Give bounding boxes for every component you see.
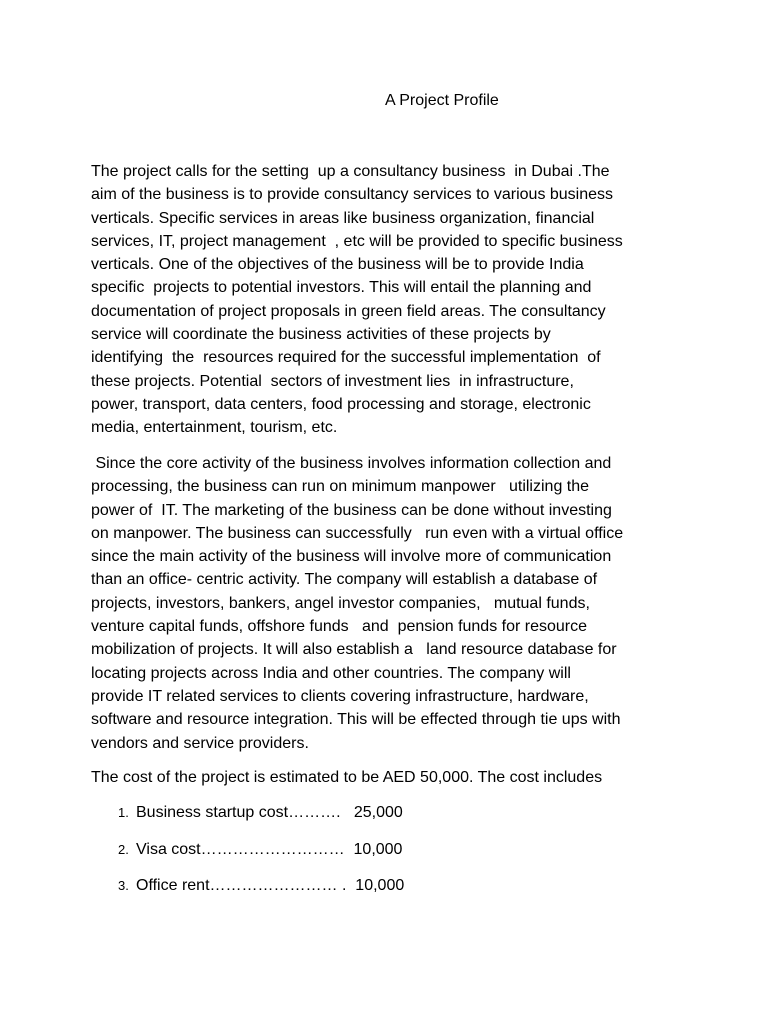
paragraph-line: documentation of project proposals in green field areas. The consultancy bbox=[91, 302, 606, 320]
paragraph-line: media, entertainment, tourism, etc. bbox=[91, 419, 338, 437]
paragraph-line: power of IT. The marketing of the business can be done without investing bbox=[91, 501, 612, 519]
cost-item bbox=[118, 802, 404, 839]
paragraph-line: since the main activity of the business will involve more of communication bbox=[91, 548, 612, 566]
cost-item-text: Office rent…………………… . 10,000 bbox=[136, 877, 405, 894]
list-number: 3. bbox=[118, 878, 129, 893]
document-title: A Project Profile bbox=[385, 92, 499, 109]
cost-item-text: Business startup cost………. 25,000 bbox=[136, 804, 403, 821]
cost-item bbox=[118, 875, 404, 912]
paragraph-line: provide IT related services to clients covering infrastructure, hardware, bbox=[91, 687, 589, 705]
cost-item bbox=[118, 839, 404, 876]
paragraph-line: identifying the resources required for the successful implementation of bbox=[91, 349, 601, 367]
paragraph-line: software and resource integration. This will be effected through tie ups with bbox=[91, 711, 621, 729]
paragraph-line: specific projects to potential investors. This will entail the planning and bbox=[91, 279, 592, 297]
paragraph-line: processing, the business can run on minimum manpower utilizing the bbox=[91, 478, 590, 496]
paragraph-line: verticals. Specific services in areas like business organization, financial bbox=[91, 209, 595, 227]
paragraph-line: vendors and service providers. bbox=[91, 734, 309, 752]
paragraph-line: locating projects across India and other countries. The company will bbox=[91, 664, 571, 682]
cost-item-text: Visa cost……………………… 10,000 bbox=[136, 840, 403, 858]
paragraph-line: projects, investors, bankers, angel investor companies, mutual funds, bbox=[91, 594, 590, 612]
paragraph-line: than an office- centric activity. The company will establish a database of bbox=[91, 571, 598, 589]
paragraph-line: The cost of the project is estimated to be AED 50,000. The cost includes bbox=[91, 769, 603, 786]
paragraph-line: verticals. One of the objectives of the business will be to provide India bbox=[91, 256, 584, 274]
paragraph-line: The project calls for the setting up a consultancy business in Dubai .The bbox=[91, 163, 610, 180]
cost-list bbox=[118, 802, 404, 912]
paragraph-cost-summary bbox=[91, 766, 691, 789]
paragraph-line: mobilization of projects. It will also establish a land resource database for bbox=[91, 641, 617, 659]
list-number: 1. bbox=[118, 805, 129, 820]
paragraph-intro bbox=[91, 160, 691, 440]
paragraph-line: on manpower. The business can successfully run even with a virtual office bbox=[91, 524, 624, 542]
paragraph-line: Since the core activity of the business involves information collection and bbox=[91, 455, 612, 472]
paragraph-line: service will coordinate the business activities of these projects by bbox=[91, 326, 551, 344]
list-number: 2. bbox=[118, 841, 129, 857]
paragraph-line: services, IT, project management , etc will be provided to specific business bbox=[91, 232, 623, 250]
paragraph-line: these projects. Potential sectors of investment lies in infrastructure, bbox=[91, 372, 574, 390]
paragraph-line: aim of the business is to provide consultancy services to various business bbox=[91, 186, 614, 204]
paragraph-line: venture capital funds, offshore funds and pension funds for resource bbox=[91, 618, 588, 636]
paragraph-line: power, transport, data centers, food processing and storage, electronic bbox=[91, 395, 591, 413]
paragraph-operations bbox=[91, 452, 691, 755]
